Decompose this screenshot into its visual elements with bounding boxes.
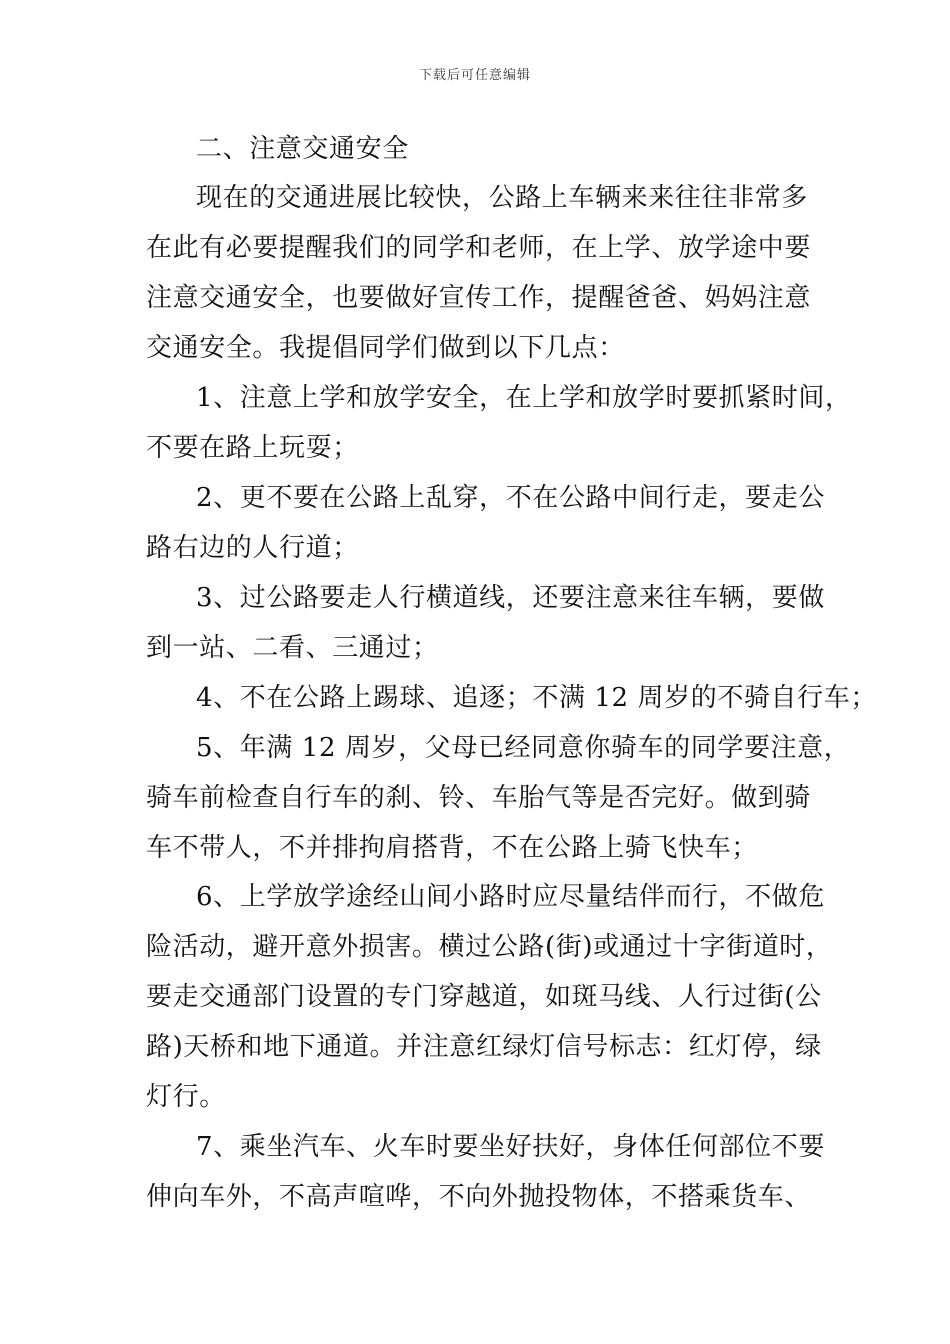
paragraph-line: 在此有必要提醒我们的同学和老师，在上学、放学途中要 [146,233,812,263]
list-item-6-line: 险活动，避开意外损害。横过公路(街)或通过十字街道时， [146,932,833,962]
list-item-6-line: 要走交通部门设置的专门穿越道，如斑马线、人行过街(公 [146,982,822,1012]
paragraph-line: 交通安全。我提倡同学们做到以下几点： [146,333,625,363]
list-item-2-line: 路右边的人行道； [146,533,359,563]
list-item-5-line: 骑车前检查自行车的刹、铃、车胎气等是否完好。做到骑 [146,783,812,813]
list-item-6-line: 灯行。 [146,1082,226,1112]
list-item-3-line: 3、过公路要走人行横道线，还要注意来往车辆，要做 [196,583,825,613]
list-item-7-line: 伸向车外，不高声喧哗，不向外抛投物体，不搭乘货车、 [146,1182,812,1212]
list-item-6-line: 6、上学放学途经山间小路时应尽量结伴而行，不做危 [196,882,825,912]
list-item-5-line: 5、年满 12 周岁，父母已经同意你骑车的同学要注意， [196,733,851,763]
list-item-1-line: 1、注意上学和放学安全，在上学和放学时要抓紧时间， [196,383,852,413]
list-item-5-line: 车不带人，不并排拘肩搭背，不在公路上骑飞快车； [146,833,758,863]
list-item-1-line: 不要在路上玩耍； [146,433,359,463]
list-item-7-line: 7、乘坐汽车、火车时要坐好扶好，身体任何部位不要 [196,1132,825,1162]
list-item-6-line: 路)天桥和地下通道。并注意红绿灯信号标志：红灯停，绿 [146,1032,822,1062]
paragraph-line: 现在的交通进展比较快，公路上车辆来来往往非常多 [196,183,808,213]
list-item-4-line: 4、不在公路上踢球、追逐；不满 12 周岁的不骑自行车； [196,683,877,713]
page-header-note: 下载后可任意编辑 [418,68,531,83]
section-heading: 二、注意交通安全 [196,134,409,164]
list-item-2-line: 2、更不要在公路上乱穿，不在公路中间行走，要走公 [196,483,825,513]
paragraph-line: 注意交通安全，也要做好宣传工作，提醒爸爸、妈妈注意 [146,283,812,313]
list-item-3-line: 到一站、二看、三通过； [146,633,439,663]
